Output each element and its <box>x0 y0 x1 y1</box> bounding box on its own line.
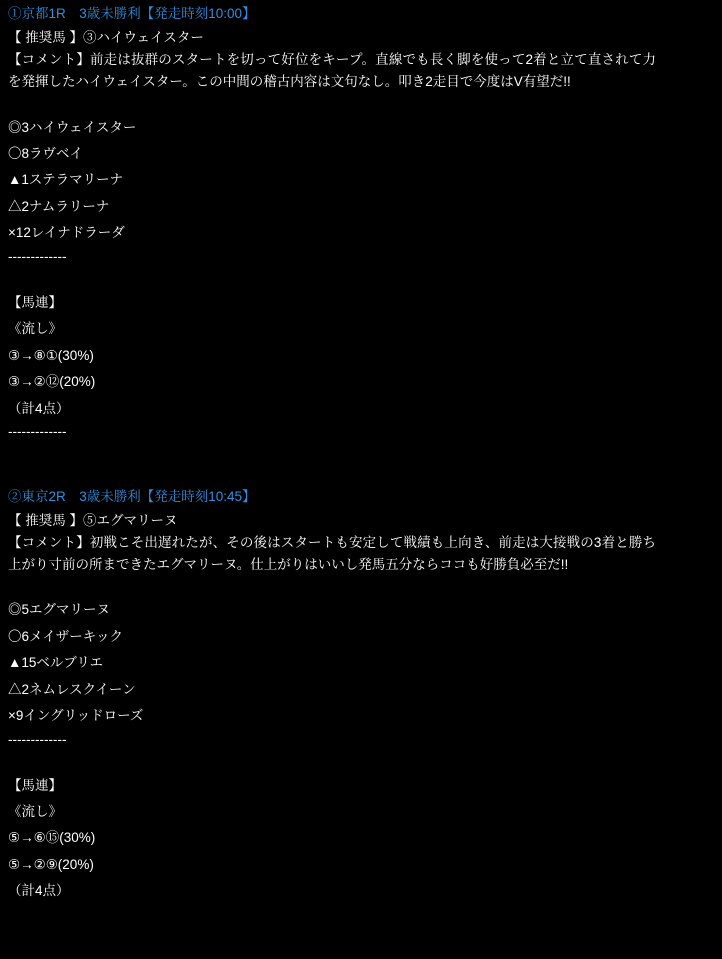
spacer <box>8 443 714 487</box>
bet-block-2 <box>8 773 714 905</box>
race-header-2: ②東京2R 3歳未勝利【発走時刻10:45】 <box>8 488 256 504</box>
mark-row: ×12レイナドラーダ <box>8 225 125 241</box>
spacer <box>8 575 714 597</box>
bet-row: ③→⑧①(30%) <box>8 347 94 363</box>
bet-title: 【馬連】 <box>8 294 62 310</box>
marks-list-1 <box>8 115 714 247</box>
mark-row: ▲15ベルブリエ <box>8 655 104 671</box>
recommended-horse-1: 【 推奨馬 】③ハイウェイスター <box>8 29 204 45</box>
bet-row: ⑤→⑥⑮(30%) <box>8 830 96 846</box>
bet-type: 《流し》 <box>8 321 62 337</box>
bet-title: 【馬連】 <box>8 777 62 793</box>
divider-1: ------------- <box>8 248 67 264</box>
bet-type: 《流し》 <box>8 804 62 820</box>
mark-row: △2ナムラリーナ <box>8 198 110 214</box>
race-header-1: ①京都1R 3歳未勝利【発走時刻10:00】 <box>8 6 256 21</box>
race-block-1 <box>8 4 714 443</box>
mark-row: 〇8ラヴベイ <box>8 145 84 161</box>
bet-row: ③→②⑫(20%) <box>8 374 96 390</box>
mark-row: ◎3ハイウェイスター <box>8 119 137 135</box>
spacer <box>8 751 714 773</box>
divider-2: ------------- <box>8 731 67 747</box>
recommended-horse-2: 【 推奨馬 】⑤エグマリーヌ <box>8 512 178 528</box>
mark-row: ▲1ステラマリーナ <box>8 172 124 188</box>
mark-row: ◎5エグマリーヌ <box>8 602 111 618</box>
bet-total: （計4点） <box>8 400 70 416</box>
race-comment-1: 【コメント】前走は抜群のスタートを切って好位をキープ。直線でも長く脚を使って2着と立て直されて力を発揮したハイウェイスター。この中間の稽古内容は文句なし。叩き2走目で今度はV有望だ!! <box>8 51 656 89</box>
bet-row: ⑤→②⑨(20%) <box>8 856 94 872</box>
mark-row: △2ネムレスクイーン <box>8 681 136 697</box>
divider-1b: ------------- <box>8 423 67 439</box>
spacer <box>8 93 714 115</box>
marks-list-2 <box>8 597 714 729</box>
race-comment-2: 【コメント】初戦こそ出遅れたが、その後はスタートも安定して戦績も上向き、前走は大接戦の3着と勝ち上がり寸前の所まできたエグマリーヌ。仕上がりはいいし発馬五分ならココも好勝負必至だ!! <box>8 534 656 572</box>
bet-total: （計4点） <box>8 883 70 899</box>
bet-block-1 <box>8 290 714 422</box>
mark-row: 〇6メイザーキック <box>8 628 123 644</box>
race-block-2 <box>8 487 714 905</box>
spacer <box>8 268 714 290</box>
mark-row: ×9イングリッドローズ <box>8 708 144 724</box>
